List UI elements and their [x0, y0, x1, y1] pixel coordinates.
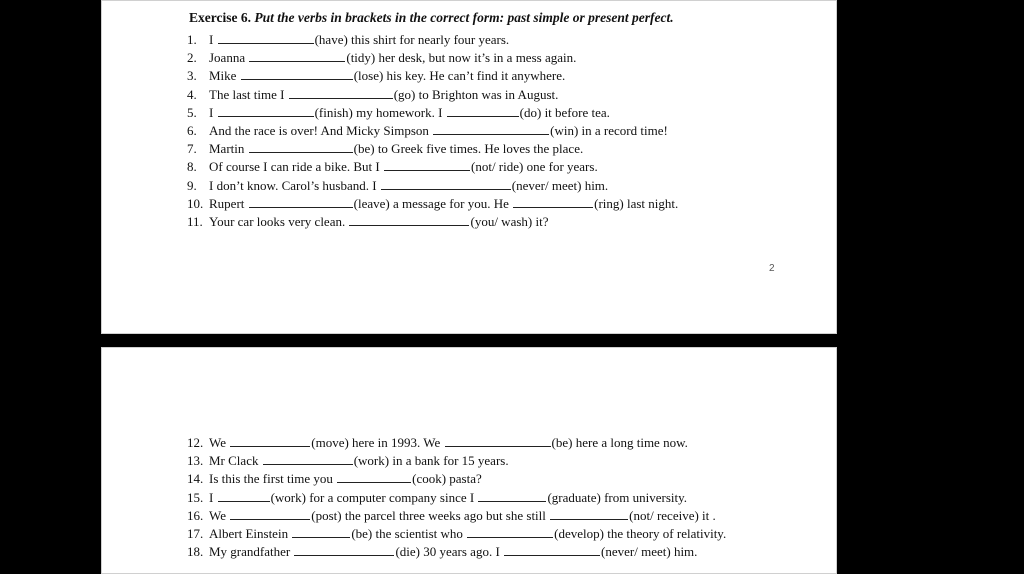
exercise-item	[187, 507, 726, 525]
item-number: 15.	[187, 489, 204, 505]
item-number: 5.	[187, 104, 197, 120]
item-text: (lose) his key. He can’t find it anywhere.	[353, 68, 566, 84]
exercise-heading	[189, 10, 674, 26]
exercise-item	[187, 122, 678, 140]
item-text: Is this the first time you	[209, 471, 337, 487]
item-number: 10.	[187, 195, 204, 211]
item-number: 14.	[187, 471, 204, 487]
item-text: Joanna	[209, 50, 249, 66]
answer-blank[interactable]	[218, 105, 314, 117]
answer-blank[interactable]	[241, 68, 353, 80]
item-text: (work) for a computer company since I	[270, 489, 478, 505]
exercise-item	[187, 158, 678, 176]
exercise-item	[187, 434, 726, 452]
answer-blank[interactable]	[447, 105, 519, 117]
item-text: (finish) my homework. I	[314, 104, 446, 120]
item-text: (never/ meet) him.	[601, 544, 698, 560]
answer-blank[interactable]	[467, 526, 553, 538]
exercise-item	[187, 213, 678, 231]
item-text: I	[209, 489, 217, 505]
answer-blank[interactable]	[445, 435, 551, 447]
item-text: (do) it before tea.	[519, 104, 610, 120]
answer-blank[interactable]	[349, 214, 469, 226]
item-text: Albert Einstein	[209, 525, 292, 541]
item-number: 16.	[187, 507, 204, 523]
exercise-item	[187, 67, 678, 85]
document-page-2	[101, 347, 837, 574]
exercise-list-page-2	[187, 434, 726, 561]
item-number: 17.	[187, 525, 204, 541]
item-number: 8.	[187, 159, 197, 175]
exercise-item	[187, 104, 678, 122]
item-number: 3.	[187, 68, 197, 84]
answer-blank[interactable]	[504, 544, 600, 556]
item-text: The last time I	[209, 86, 288, 102]
answer-blank[interactable]	[249, 196, 353, 208]
item-text: We	[209, 507, 230, 523]
item-number: 18.	[187, 544, 204, 560]
exercise-item	[187, 31, 678, 49]
item-text: (be) the scientist who	[351, 525, 467, 541]
item-text: (tidy) her desk, but now it’s in a mess again.	[346, 50, 577, 66]
exercise-item	[187, 140, 678, 158]
answer-blank[interactable]	[550, 508, 628, 520]
exercise-item	[187, 543, 726, 561]
item-text: (win) in a record time!	[550, 122, 668, 138]
item-number: 7.	[187, 141, 197, 157]
exercise-item	[187, 470, 726, 488]
item-text: (move) here in 1993. We	[311, 435, 444, 450]
exercise-item	[187, 452, 726, 470]
answer-blank[interactable]	[230, 435, 310, 447]
document-page-1	[101, 0, 837, 334]
answer-blank[interactable]	[433, 123, 549, 135]
item-text: (never/ meet) him.	[511, 177, 609, 193]
answer-blank[interactable]	[249, 50, 345, 62]
item-number: 6.	[187, 122, 197, 138]
answer-blank[interactable]	[230, 508, 310, 520]
item-number: 9.	[187, 177, 197, 193]
item-text: (post) the parcel three weeks ago but she still	[311, 507, 550, 523]
item-text: (graduate) from university.	[547, 489, 688, 505]
exercise-item	[187, 49, 678, 67]
item-text: And the race is over! And Micky Simpson	[209, 122, 433, 138]
item-text: (die) 30 years ago. I	[395, 544, 504, 560]
item-text: (go) to Brighton was in August.	[393, 86, 559, 102]
answer-blank[interactable]	[384, 159, 470, 171]
item-number: 13.	[187, 453, 204, 469]
exercise-number: Exercise 6.	[189, 10, 251, 25]
answer-blank[interactable]	[513, 196, 593, 208]
item-text: Of course I can ride a bike. But I	[209, 159, 383, 175]
item-text: I	[209, 32, 217, 47]
answer-blank[interactable]	[381, 178, 511, 190]
item-text: Rupert	[209, 195, 248, 211]
item-text: (have) this shirt for nearly four years.	[314, 32, 510, 47]
answer-blank[interactable]	[289, 87, 393, 99]
item-number: 4.	[187, 86, 197, 102]
item-text: (leave) a message for you. He	[353, 195, 513, 211]
item-text: (ring) last night.	[594, 195, 679, 211]
answer-blank[interactable]	[337, 471, 411, 483]
item-number: 11.	[187, 213, 203, 229]
page-number: 2	[769, 263, 775, 274]
exercise-instruction: Put the verbs in brackets in the correct form: past simple or present perfect.	[254, 10, 674, 25]
item-number: 1.	[187, 32, 197, 47]
item-text: Mr Clack	[209, 453, 262, 469]
item-text: I	[209, 104, 217, 120]
item-text: (you/ wash) it?	[470, 213, 549, 229]
answer-blank[interactable]	[478, 490, 546, 502]
item-text: Mike	[209, 68, 240, 84]
item-text: Your car looks very clean.	[209, 213, 349, 229]
exercise-item	[187, 177, 678, 195]
item-text: (develop) the theory of relativity.	[554, 525, 727, 541]
exercise-item	[187, 489, 726, 507]
answer-blank[interactable]	[249, 141, 353, 153]
item-text: I don’t know. Carol’s husband. I	[209, 177, 380, 193]
item-text: We	[209, 435, 230, 450]
exercise-item	[187, 195, 678, 213]
answer-blank[interactable]	[292, 526, 350, 538]
item-number: 12.	[187, 435, 204, 450]
exercise-item	[187, 86, 678, 104]
item-text: (not/ receive) it .	[629, 507, 716, 523]
item-text: (be) here a long time now.	[551, 435, 688, 450]
item-text: (be) to Greek five times. He loves the place.	[353, 141, 584, 157]
exercise-list-page-1	[187, 31, 678, 231]
item-text: (not/ ride) one for years.	[471, 159, 598, 175]
item-text: (work) in a bank for 15 years.	[353, 453, 509, 469]
answer-blank[interactable]	[294, 544, 394, 556]
item-number: 2.	[187, 50, 197, 66]
answer-blank[interactable]	[218, 32, 314, 44]
item-text: Martin	[209, 141, 248, 157]
item-text: My grandfather	[209, 544, 294, 560]
item-text: (cook) pasta?	[412, 471, 482, 487]
answer-blank[interactable]	[263, 453, 353, 465]
exercise-item	[187, 525, 726, 543]
answer-blank[interactable]	[218, 490, 270, 502]
